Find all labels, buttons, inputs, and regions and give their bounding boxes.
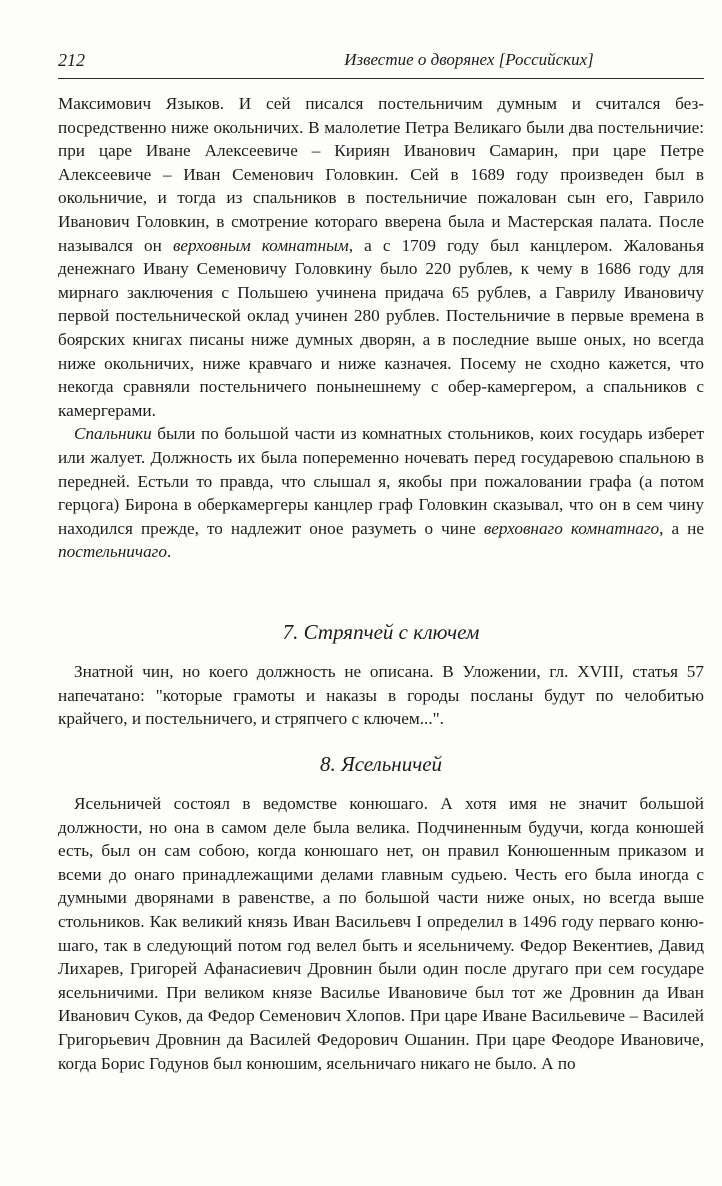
running-head	[58, 50, 704, 76]
text-block-section-8	[58, 792, 704, 1075]
paragraph-stryapchei: Знатной чин, но коего должность не описана. В Уложении, гл. XVIII, статья 57 напечатано: "которые грамоты и наказы в городы посланы будут по челобитью крайчего, и постельничего, и стряпчего с ключем...".	[58, 662, 704, 729]
section-8-title: 8. Ясельничей	[319, 752, 443, 776]
paragraph-yaselnichei: Ясельничей состоял в ведомстве конюшаго. А хотя имя не значит большой должности, но она в самом деле была велика. Подчиненным будучи, когда конюшей есть, был он сам собою, когда конюшаго нет, он правил Конюшенным приказом и всеми до онаго принадлежащими делами главным судьею. Честь его была иногда с думными дворянами в равенстве, а по большой части ниже оных, но всегда выше стольников. Как великий князь Иван Васильевч I определил в 1496 году перваго конюшаго, так в следующий потом год велел быть и ясельничему. Федор Векентиев, Давид Лихарев, Григорей Афанасиевич Дровнин были один после другаго при сем государе ясельничими. При великом князе Василье Ивановиче был тот же Дровнин да Иван Иванович Суков, да Федор Семенович Хлопов. При царе Иване Васильевиче – Василей Григорьевич Дровнин да Василей Федорович Ошанин. При царе Феодоре Ивановиче, когда Борис Годунов был конюшим, ясельничаго никаго не было. А по	[58, 794, 704, 1073]
text-block-section-7	[58, 660, 704, 731]
page-number: 212	[58, 50, 85, 70]
paragraph-text: , а с 1709 году был канцлером. Жалованья денежнаго Ивану Семеновичу Головкину было 220 рублев, к чему в 1686 году для мирнаго заключения с Польшею учинена придача 65 рублев, а Гаврилу Ивановичу первой постельнической оклад учинен 280 рублев. Постельничие в первые времена в боярских книгах писаны ниже думных дворян, а в последние выше оных, но всегда ниже окольничих, ниже кравчаго и ниже казначея. Посему не сходно кажется, что некогда сравняли постельничего понынешнему с обер-камергером, а спальников с камергерами.	[58, 235, 704, 420]
text-block-top	[58, 92, 704, 564]
header-rule	[58, 78, 704, 79]
section-7-title: 7. Стряпчей с ключем	[282, 620, 480, 644]
paragraph-text: .	[166, 542, 172, 562]
paragraph-text: , а не	[659, 518, 704, 538]
paragraph-text: были по большой части из комнатных стольников, коих государь изберет или жалует. Должность их была попеременно ночевать перед государевою спальною в передней. Естьли то правда, что слышал я, якобы при пожаловании графа (а потом герцога) Бирона в оберкамергеры канцлер граф Головкин сказывал, что он в сем чину находился прежде, то надлежит оное разуметь о чине	[58, 424, 704, 538]
paragraph-text: Максимович Языков. И сей писался постельничим думным и считался безпосредственно ниже окольничих. В малолетие Петра Великаго были два постельничие: при царе Иване Алексеевиче – Кириян Иванович Самарин, при царе Петре Алексеевиче – Иван Семенович Головкин. Сей в 1689 году произведен был в окольничие, и тогда из спальников в постельничие пожалован сын его, Гаврило Иванович Головкин, в смотрение котораго вверена была и Мастерская палата. После назывался он	[58, 94, 704, 255]
italic-term: верховным комнатным	[172, 235, 349, 255]
italic-term: верховнаго комнатнаго	[483, 518, 660, 538]
italic-term: постельничаго	[58, 542, 167, 562]
paragraph-postelnichie	[58, 92, 704, 422]
paragraph-spalniki	[58, 422, 704, 564]
running-title: Известие о дворянех [Российских]	[344, 50, 594, 69]
italic-term: Спальники	[74, 424, 152, 444]
